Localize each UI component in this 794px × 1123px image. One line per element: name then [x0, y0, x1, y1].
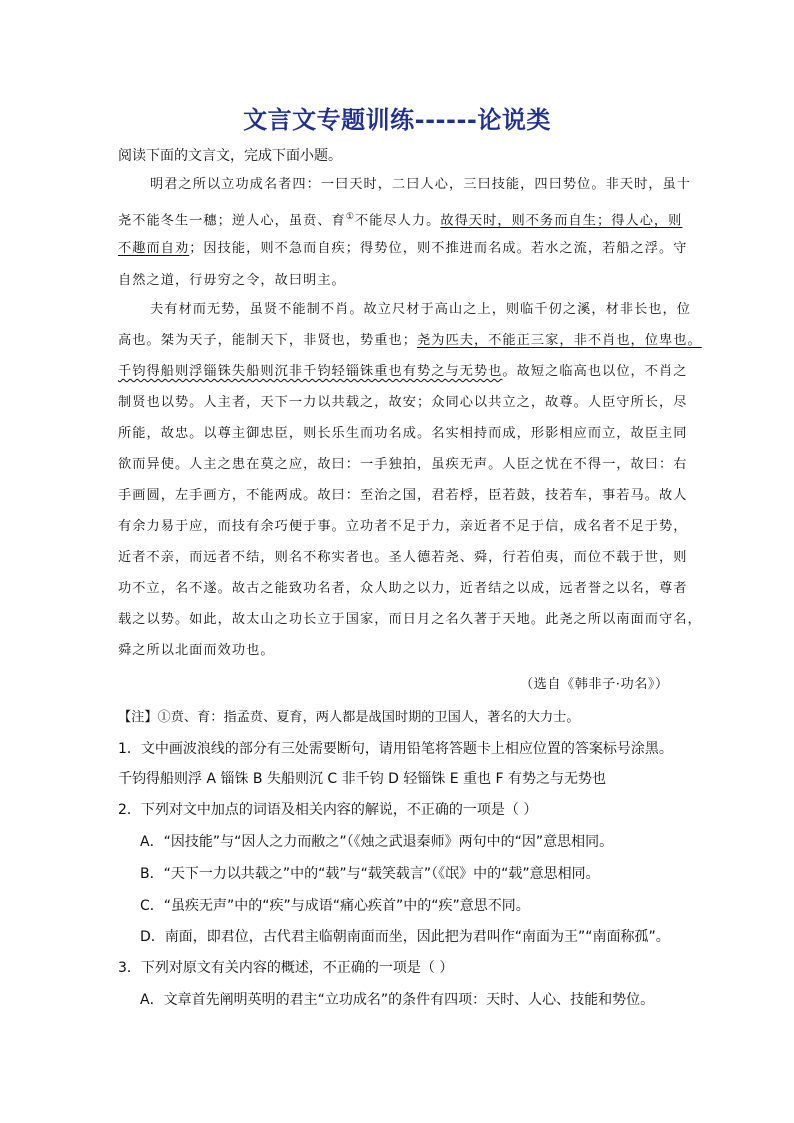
question-1-options: 千钧得船则浮 A 锱铢 B 失船则沉 C 非千钧 D 轻锱铢 E 重也 F 有势之与无势也	[118, 771, 607, 787]
question-3-option-a: A．文章首先阐明英明的君主“立功成名”的条件有四项：天时、人心、技能和势位。	[140, 992, 655, 1008]
passage-text: 尧不能冬生一穗；逆人心，虽贲、育	[118, 213, 346, 229]
passage-line: 自然之道，行毋穷之令，故曰明主。	[118, 273, 346, 288]
passage-line: 制贤也以势。人主者，天下一力以共载之，故安；众同心以共立之，故尊。人臣守所长，尽	[118, 395, 688, 410]
footnote: 【注】①贲、育：指孟贲、夏育，两人都是战国时期的卫国人，著名的大力士。	[118, 710, 580, 725]
underlined-sentence: 故得天时，则不务而自生；得人心，则	[440, 213, 683, 229]
passage-line: 欲而异使。人主之患在莫之应，故曰：一手独拍，虽疾无声。人臣之忧在不得一，故曰：右	[118, 457, 688, 472]
question-2-option-c: C．“虽疾无声”中的“疾”与成语“痛心疾首”中的“疾”意思不同。	[140, 898, 530, 914]
question-2-option-a: A．“因技能”与“因人之力而敝之”（《烛之武退秦师》两句中的“因”意思相同。	[140, 834, 614, 850]
passage-line	[118, 239, 688, 259]
underlined-sentence: 尧为匹夫，不能正三家，非不肖也，位卑也。	[417, 333, 702, 348]
page-title: 文言文专题训练------论说类	[243, 106, 551, 134]
passage-text: 不能尽人力。	[354, 213, 441, 229]
passage-line	[118, 331, 702, 351]
passage-text: ；因技能，则不急而自疾；得势位，则不推进而名成。若水之流，若船之浮。守	[189, 241, 688, 256]
passage-line: 功不立，名不遂。故古之能致功名者，众人助之以力，近者结之以成，远者誉之以名，尊者	[118, 581, 688, 596]
passage-line: 明君之所以立功成名者四：一曰天时，二曰人心，三曰技能，四曰势位。非天时，虽十	[150, 177, 692, 192]
passage-line: 手画圆，左手画方，不能两成。故曰：至治之国，君若桴，臣若鼓，技若车，事若马。故人	[118, 488, 688, 503]
passage-line: 有余力易于应，而技有余巧便于事。立功者不足于力，亲近者不足于信，成名者不足于势，	[118, 519, 688, 534]
passage-line: 近者不亲，而远者不结，则名不称实者也。圣人德若尧、舜，行若伯夷，而位不载于世，则	[118, 550, 688, 565]
passage-line	[118, 207, 682, 227]
passage-text: 。故短之临高也以位，不肖之	[502, 364, 688, 379]
question-2: 2．下列对文中加点的词语及相关内容的解说，不正确的一项是（ ）	[118, 802, 538, 818]
passage-line: 所能，故忠。以尊主御忠臣，则长乐生而功名成。名实相持而成，形影相应而立，故臣主同	[118, 426, 688, 441]
passage-line: 夫有材而无势，虽贤不能制不肖。故立尺材于高山之上，则临千仞之溪，材非长也，位	[150, 302, 692, 317]
question-2-option-b: B．“天下一力以共载之”中的“载”与“载笑载言”（《氓》中的“载”意思相同。	[140, 866, 600, 882]
passage-text: 高也。桀为天子，能制天下，非贤也，势重也；	[118, 333, 417, 348]
question-2-option-d: D．南面，即君位，古代君主临朝南面而坐，因此把为君叫作“南面为王”“南面称孤”。	[140, 929, 670, 945]
source-citation: （选自《韩非子·功名》）	[520, 677, 669, 692]
underlined-sentence: 不趣而自劝	[118, 241, 190, 256]
wavy-underlined-sentence: 千钧得船则浮锱铢失船则沉非千钧轻锱铢重也有势之与无势也	[118, 364, 503, 379]
instruction-text: 阅读下面的文言文，完成下面小题。	[118, 148, 342, 164]
passage-line: 舜之所以北面而效功也。	[118, 643, 275, 658]
question-3: 3．下列对原文有关内容的概述，不正确的一项是（ ）	[118, 960, 454, 976]
passage-line: 载之以势。如此，故太山之功长立于国家，而日月之名久著于天地。此尧之所以南面而守名，	[118, 612, 702, 627]
question-1: 1．文中画波浪线的部分有三处需要断句，请用铅笔将答题卡上相应位置的答案标号涂黑。	[118, 741, 673, 757]
footnote-marker: ①	[345, 212, 355, 222]
passage-line	[118, 362, 688, 382]
